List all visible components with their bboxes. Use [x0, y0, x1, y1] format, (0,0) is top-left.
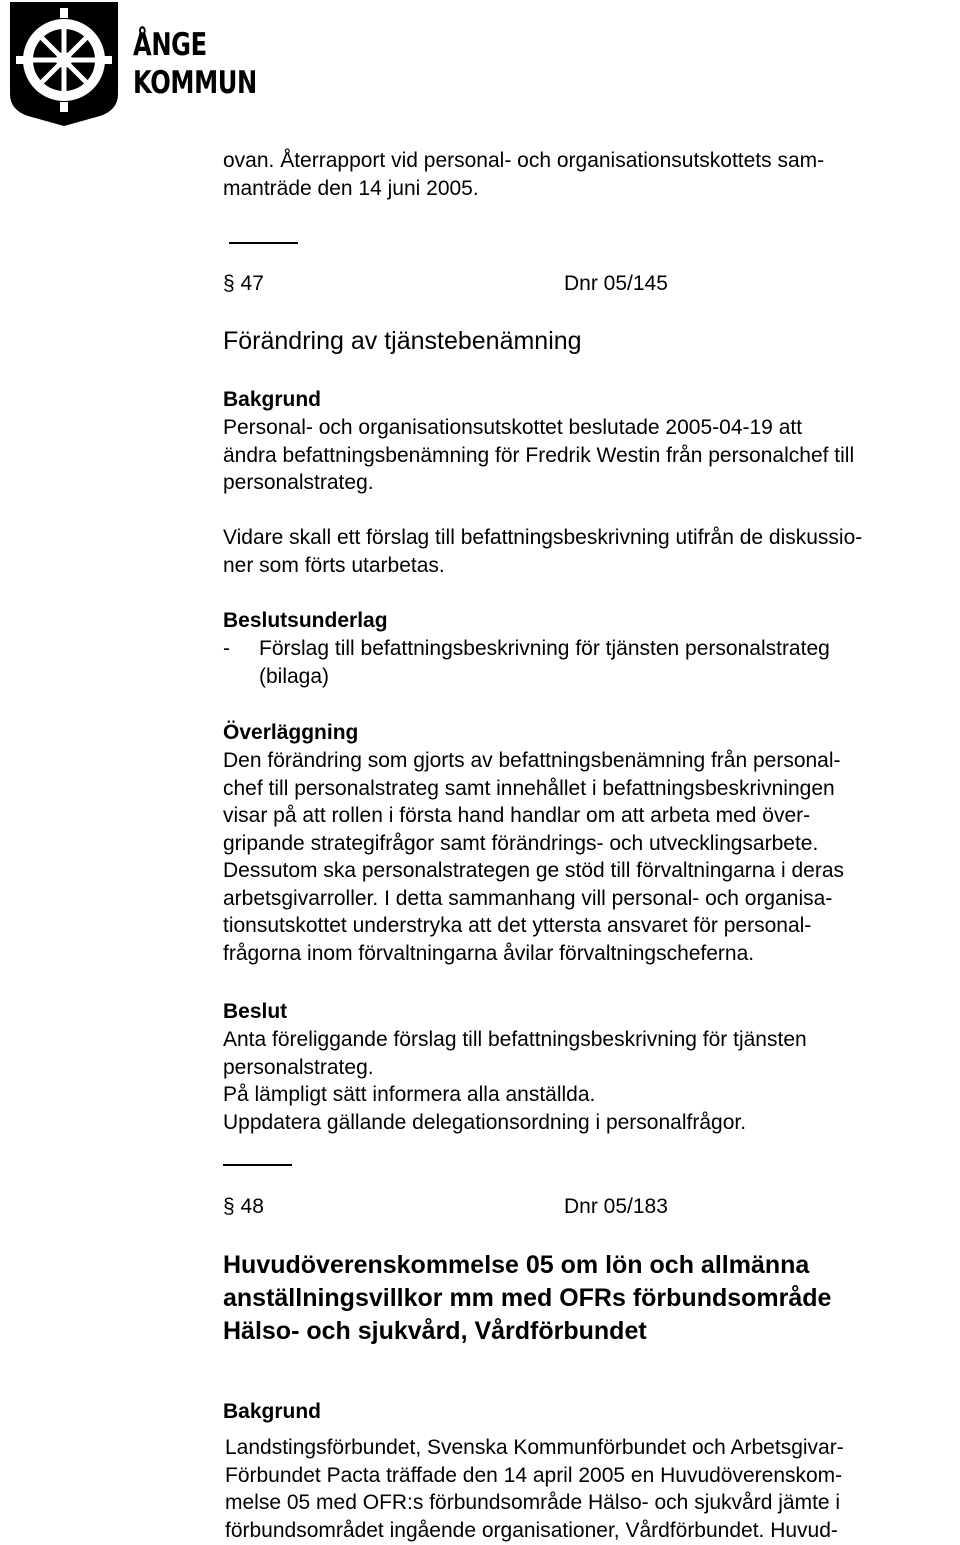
heading-beslut: Beslut	[223, 1000, 288, 1023]
municipality-logo	[8, 2, 257, 127]
heading-beslutsunderlag: Beslutsunderlag	[223, 609, 388, 632]
text-line: Anta föreliggande förslag till befattningsbeskrivning för tjänsten	[223, 1028, 807, 1051]
intro-paragraph	[223, 147, 943, 202]
title-line: Hälso- och sjukvård, Vårdförbundet	[223, 1317, 647, 1345]
title-line: Huvudöverenskommelse 05 om lön och allmänna	[223, 1251, 810, 1279]
text-line: På lämpligt sätt informera alla anställda.	[223, 1083, 596, 1106]
intro-line: ovan. Återrapport vid personal- och organisationsutskottets sam-	[223, 149, 825, 172]
text-line: ändra befattningsbenämning för Fredrik Westin från personalchef till	[223, 443, 855, 467]
text-line: personalstrateg.	[223, 471, 374, 494]
heading-bakgrund: Bakgrund	[223, 388, 322, 411]
text-line: arbetsgivarroller. I detta sammanhang vill personal- och organisa-	[223, 886, 833, 910]
title-line: anställningsvillkor mm med OFRs förbundsområde	[223, 1284, 832, 1312]
section-title: Förändring av tjänstebenämning	[223, 327, 582, 355]
section-number: § 48	[223, 1195, 264, 1218]
text-line: förbundsområdet ingående organisationer, Vårdförbundet. Huvud-	[225, 1518, 838, 1542]
text-line: melse 05 med OFR:s förbundsområde Hälso- och sjukvård jämte i	[225, 1491, 841, 1514]
text-line: chef till personalstrateg samt innehållet i befattningsbeskrivningen	[223, 776, 835, 800]
text-line: Dessutom ska personalstrategen ge stöd till förvaltningarna i deras	[223, 859, 844, 882]
wheel-emblem-icon	[8, 2, 120, 126]
underlag-list-item	[223, 635, 943, 695]
text-line: Landstingsförbundet, Svenska Kommunförbundet och Arbetsgivar-	[225, 1436, 844, 1459]
text-line: Vidare skall ett förslag till befattningsbeskrivning utifrån de diskussio-	[223, 526, 863, 549]
list-bullet: -	[223, 637, 230, 660]
text-line: gripande strategifrågor samt förändrings- och utvecklingsarbete.	[223, 831, 819, 855]
text-line: tionsutskottet understryka att det yttersta ansvaret för personal-	[223, 914, 812, 937]
bakgrund-paragraph-2	[223, 524, 943, 579]
bakgrund-paragraph	[223, 414, 943, 497]
heading-overlaggning: Överläggning	[223, 721, 359, 744]
diary-number: Dnr 05/183	[564, 1195, 668, 1218]
text-line: Uppdatera gällande delegationsordning i personalfrågor.	[223, 1110, 747, 1134]
section-number: § 47	[223, 272, 264, 295]
section-divider	[223, 1164, 292, 1166]
section-header-48	[223, 1193, 943, 1221]
intro-line: manträde den 14 juni 2005.	[223, 176, 479, 200]
diary-number: Dnr 05/145	[564, 272, 668, 295]
overlaggning-paragraph	[223, 747, 943, 967]
text-line: (bilaga)	[259, 664, 330, 688]
heading-bakgrund: Bakgrund	[223, 1400, 322, 1423]
text-line: visar på att rollen i första hand handlar om att arbeta med över-	[223, 804, 811, 827]
text-line: frågorna inom förvaltningarna åvilar förvaltningscheferna.	[223, 941, 755, 965]
text-line: personalstrateg.	[223, 1055, 374, 1079]
beslut-paragraph	[223, 1026, 943, 1136]
logo-wordmark	[133, 26, 257, 102]
text-line: Förslag till befattningsbeskrivning för tjänsten personalstrateg	[259, 637, 830, 660]
list-item-text	[259, 635, 830, 690]
section-divider	[229, 242, 298, 244]
logo-line-kommun: KOMMUN	[133, 65, 257, 101]
section-header-47	[223, 270, 943, 298]
section-title	[223, 1249, 943, 1348]
text-line: ner som förts utarbetas.	[223, 553, 445, 577]
text-line: Personal- och organisationsutskottet beslutade 2005-04-19 att	[223, 416, 803, 439]
logo-line-ange: ÅNGE	[133, 27, 207, 63]
text-line: Förbundet Pacta träffade den 14 april 2005 en Huvudöverenskom-	[225, 1463, 843, 1487]
bakgrund-paragraph	[225, 1434, 945, 1544]
text-line: Den förändring som gjorts av befattningsbenämning från personal-	[223, 749, 841, 772]
